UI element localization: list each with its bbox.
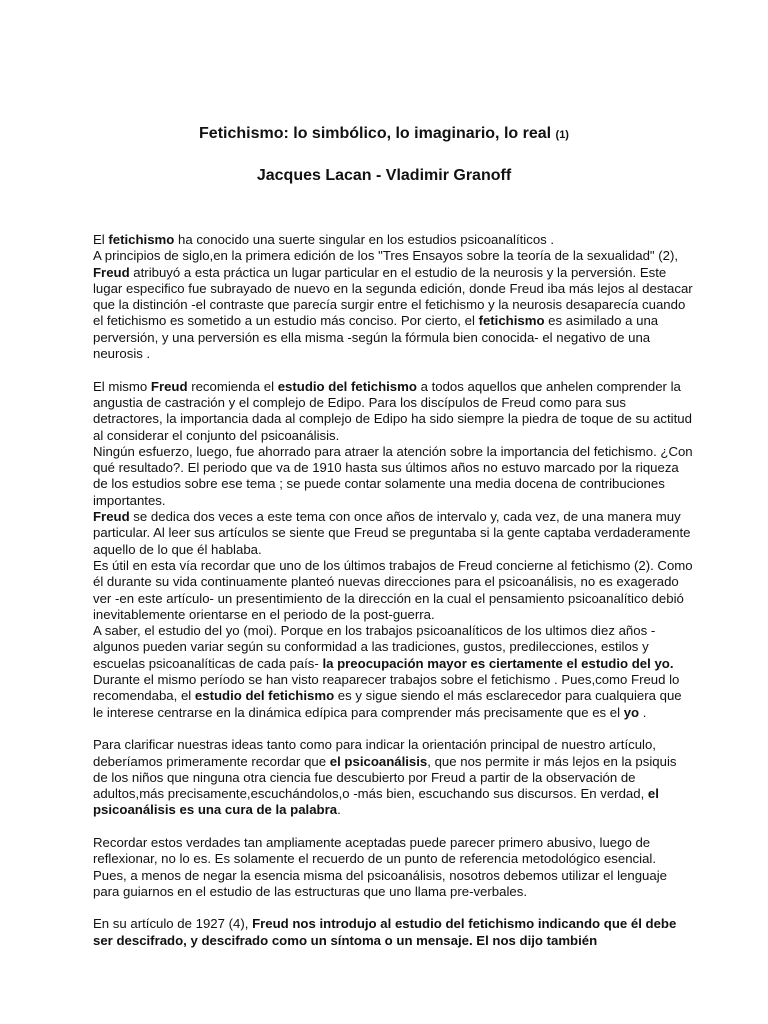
text-run: es asimilado a una perversión, y una perversión es ella misma -según la fórmula bien conocida- el negativo de una neurosis . bbox=[93, 313, 659, 362]
title-text: Fetichismo: lo simbólico, lo imaginario, lo real bbox=[199, 125, 552, 142]
bold-text-run: estudio del fetichismo bbox=[277, 378, 417, 394]
text-run: Recordar estos verdades tan ampliamente aceptadas puede parecer primero abusivo, luego de reflexionar, no lo es. Es solamente el recuerdo de un punto de referencia metodológico esencial. Pues, a menos de negar la esencia misma del psicoanálisis, nosotros debemos utilizar el lenguaje para guiarnos en el estudio de las estructuras que uno llama pre-verbales. bbox=[93, 834, 667, 899]
text-run: En su artículo de 1927 (4), bbox=[93, 916, 253, 932]
text-run: Es útil en esta vía recordar que uno de los últimos trabajos de Freud concierne al fetichismo (2). Como él durante su vida continuamente planteó nuevas direcciones para el psicoanálisis, no es exagerado ver -en este artículo- un presentimiento de la dirección en la cual el pensamiento psicoanalítico debió inevitablemente orientarse en el periodo de la post-guerra. bbox=[93, 557, 693, 622]
text-run: ha conocido una suerte singular en los estudios psicoanalíticos . bbox=[174, 232, 555, 247]
paragraph-4 bbox=[93, 835, 693, 900]
text-run: . bbox=[337, 802, 341, 818]
text-run: , que nos permite ir más lejos en la psiquis de los niños que ninguna otra ciencia fue descubierto por Freud a partir de la observación de adultos,más precisamente,escuchándolos,o -más bien, escuchando sus discursos. En verdad, bbox=[93, 753, 677, 802]
text-run: Ningún esfuerzo, luego, fue ahorrado para atraer la atención sobre la importancia del fetichismo. ¿Con qué resultado?. El periodo que va de 1910 hasta sus últimos años no estuvo marcado por la riqueza de los estudios sobre ese tema ; se puede contar solamente una media docena de contribuciones importantes. bbox=[93, 443, 693, 508]
bold-text-run: Freud bbox=[93, 509, 130, 525]
text-run: A principios de siglo,en la primera edición de los "Tres Ensayos sobre la teoría de la sexualidad" (2), bbox=[93, 248, 679, 264]
bold-text-run: la preocupación mayor es ciertamente el estudio del yo. bbox=[322, 655, 674, 671]
bold-text-run: el psicoanálisis bbox=[329, 753, 428, 769]
text-run: A saber, el estudio del yo (moi). Porque en los trabajos psicoanalíticos de los ultimos diez años -algunos pueden variar según su conformidad a las tradiciones, gustos, predilecciones, estilos y escuelas psicoanalíticas de cada país- bbox=[93, 623, 656, 671]
text-run: Para clarificar nuestras ideas tanto como para indicar la orientación principal de nuestro artículo, deberíamos primeramente recordar que bbox=[93, 737, 656, 769]
paragraph-2 bbox=[93, 379, 693, 721]
text-run: El bbox=[93, 232, 109, 247]
text-run: es y sigue siendo el más esclarecedor para cualquiera que le interese centrarse en la dinámica edípica para comprender más precisamente que es el bbox=[93, 688, 682, 720]
document-title bbox=[0, 124, 768, 145]
document-body bbox=[93, 232, 693, 965]
text-run: . bbox=[639, 704, 647, 720]
paragraph-3 bbox=[93, 737, 693, 818]
text-run: se dedica dos veces a este tema con once años de intervalo y, cada vez, de una manera muy particular. Al leer sus artículos se siente que Freud se preguntaba si la gente captaba verdaderamente aquello de lo que él hablaba. bbox=[93, 509, 691, 557]
bold-text-run: fetichismo bbox=[108, 232, 175, 247]
bold-text-run: el psicoanálisis es una cura de la palabra bbox=[93, 786, 659, 818]
paragraph-1 bbox=[93, 232, 693, 362]
text-run: El mismo bbox=[93, 378, 151, 394]
bold-text-run: estudio del fetichismo bbox=[194, 688, 335, 704]
bold-text-run: yo bbox=[623, 704, 640, 720]
document-authors: Jacques Lacan - Vladimir Granoff bbox=[256, 167, 512, 184]
text-run: Durante el mismo período se han visto reaparecer trabajos sobre el fetichismo . Pues,como Freud lo recomendaba, el bbox=[93, 672, 680, 704]
bold-text-run: Freud bbox=[93, 264, 130, 280]
paragraph-5 bbox=[93, 916, 693, 949]
bold-text-run: fetichismo bbox=[478, 313, 545, 329]
text-run: atribuyó a esta práctica un lugar particular en el estudio de la neurosis y la perversión. Este lugar especifico fue subrayado de nuevo en la segunda edición, donde Freud iba más lejos al destacar que la distinción -el contraste que parecía surgir entre el fetichismo y la neurosis desaparecía cuando el fetichismo es sometido a un estudio más conciso. Por cierto, el bbox=[93, 264, 693, 329]
text-run: a todos aquellos que anhelen comprender la angustia de castración y el complejo de Edipo. Para los discípulos de Freud como para sus detractores, la importancia dada al complejo de Edipo ha sido siempre la piedra de toque de su actitud al considerar el conjunto del psicoanálisis. bbox=[93, 378, 692, 443]
bold-text-run: Freud bbox=[150, 378, 188, 394]
text-run: recomienda el bbox=[187, 378, 278, 394]
bold-text-run: Freud nos introdujo al estudio del fetichismo indicando que él debe ser descifrado, y descifrado como un síntoma o un mensaje. El nos dijo también bbox=[93, 916, 677, 948]
title-footnote-ref: (1) bbox=[555, 129, 569, 141]
